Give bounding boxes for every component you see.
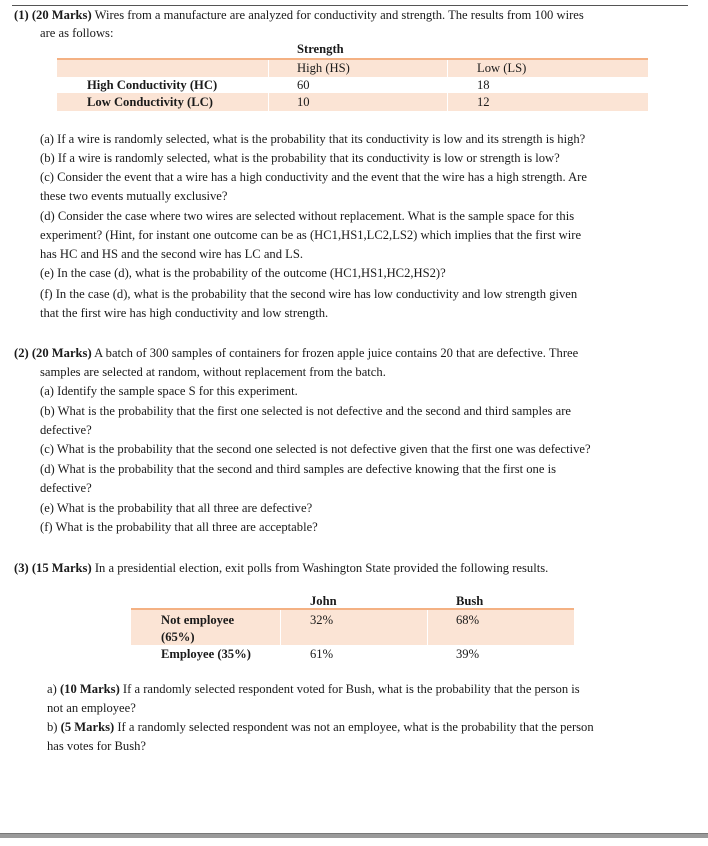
q3-part-a-marks: (10 Marks): [59, 682, 120, 696]
q2-part-d-line-1: (d) What is the probability that the second and third samples are defective knowing that the first one is: [40, 462, 556, 476]
q1-intro-text: Wires from a manufacture are analyzed for conductivity and strength. The results from 100 wires: [94, 8, 584, 22]
q3-part-b-prefix: b): [47, 720, 58, 734]
q1-part-b: (b) If a wire is randomly selected, what is the probability that its conductivity is low or strength is low?: [40, 151, 560, 165]
q1-number: (1): [14, 8, 29, 22]
q3-table-divider-1: [280, 610, 281, 645]
q1-table-col-low: Low (LS): [477, 61, 527, 75]
q1-part-a: (a) If a wire is randomly selected, what is the probability that its conductivity is low and its strength is high?: [40, 132, 586, 146]
q3-part-a-line-1: [47, 680, 580, 700]
q2-intro-text: A batch of 300 samples of containers for frozen apple juice contains 20 that are defective. Three: [94, 346, 579, 360]
q2-part-b-line-2: defective?: [40, 423, 92, 437]
q2-part-e: (e) What is the probability that all three are defective?: [40, 501, 313, 515]
q1-table-cell: 18: [477, 78, 490, 92]
q2-part-f: (f) What is the probability that all three are acceptable?: [40, 520, 318, 534]
q1-part-f-line-2: that the first wire has high conductivity and low strength.: [40, 306, 329, 320]
q1-part-c-line-2: these two events mutually exclusive?: [40, 189, 228, 203]
q1-marks: (20 Marks): [31, 8, 92, 22]
q2-intro-line-1: [14, 344, 578, 364]
q3-table-cell: 39%: [456, 647, 480, 661]
q1-table-cell: 60: [297, 78, 310, 92]
q3-table-cell: 68%: [456, 613, 480, 627]
q2-part-d-line-2: defective?: [40, 481, 92, 495]
q2-intro-line-2: samples are selected at random, without replacement from the batch.: [40, 365, 386, 379]
q1-part-c-line-1: (c) Consider the event that a wire has a high conductivity and the event that the wire has a high strength. Are: [40, 170, 587, 184]
q2-part-b-line-1: (b) What is the probability that the first one selected is not defective and the second and third samples are: [40, 404, 571, 418]
q2-marks: (20 Marks): [31, 346, 92, 360]
q3-part-a-text: If a randomly selected respondent voted for Bush, what is the probability that the person is: [122, 682, 580, 696]
q2-part-a: (a) Identify the sample space S for this experiment.: [40, 384, 298, 398]
q1-table-header-band: [57, 60, 648, 77]
q1-part-d-line-2: experiment? (Hint, for instant one outcome can be as (HC1,HS1,LC2,LS2) which implies that the first wire: [40, 228, 582, 242]
q3-table-row-label: (65%): [161, 630, 195, 644]
q3-table-col-john: John: [310, 594, 337, 608]
q1-table-row-label: High Conductivity (HC): [87, 78, 218, 92]
q3-part-b-line-1: [47, 718, 594, 738]
q3-part-a-line-2: not an employee?: [47, 701, 136, 715]
bottom-rule: [0, 833, 708, 838]
q3-table-divider-2: [427, 610, 428, 645]
q1-part-d-line-1: (d) Consider the case where two wires are selected without replacement. What is the sample space for this: [40, 209, 575, 223]
q3-table-cell: 32%: [310, 613, 334, 627]
q3-intro-text: In a presidential election, exit polls from Washington State provided the following results.: [94, 561, 549, 575]
q3-number: (3): [14, 561, 29, 575]
q1-table-cell: 12: [477, 95, 490, 109]
q1-part-f-line-1: (f) In the case (d), what is the probability that the second wire has low conductivity and low strength given: [40, 287, 578, 301]
q1-table-row-label: Low Conductivity (LC): [87, 95, 213, 109]
q3-table-col-bush: Bush: [456, 594, 484, 608]
q3-table-cell: 61%: [310, 647, 334, 661]
q3-table-row-label: Not employee: [161, 613, 235, 627]
q1-part-d-line-3: has HC and HS and the second wire has LC and LS.: [40, 247, 304, 261]
q1-intro-line-1: [14, 6, 584, 26]
q1-table-divider-2: [447, 60, 448, 111]
q3-part-b-marks: (5 Marks): [60, 720, 115, 734]
q3-intro-line: [14, 559, 548, 579]
q3-part-b-text: If a randomly selected respondent was not an employee, what is the probability that the person: [117, 720, 594, 734]
q1-table-divider-1: [268, 60, 269, 111]
q3-table-row-label: Employee (35%): [161, 647, 251, 661]
q3-part-a-prefix: a): [47, 682, 57, 696]
q2-number: (2): [14, 346, 29, 360]
q3-part-b-line-2: has votes for Bush?: [47, 739, 146, 753]
q1-table-cell: 10: [297, 95, 310, 109]
q2-part-c: (c) What is the probability that the second one selected is not defective given that the first one was defective?: [40, 442, 591, 456]
q1-part-e: (e) In the case (d), what is the probability of the outcome (HC1,HS1,HC2,HS2)?: [40, 266, 446, 280]
q1-intro-line-2: are as follows:: [40, 26, 114, 40]
q3-marks: (15 Marks): [31, 561, 92, 575]
q1-table-col-high: High (HS): [297, 61, 350, 75]
q1-table-strength-header: Strength: [297, 42, 344, 56]
